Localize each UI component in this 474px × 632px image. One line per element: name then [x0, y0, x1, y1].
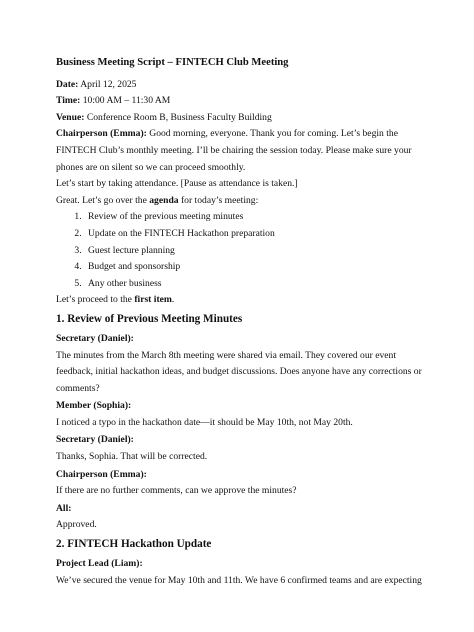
time-label: Time: — [56, 95, 81, 107]
date-label: Date: — [56, 78, 79, 90]
section2-heading: 2. FINTECH Hackathon Update — [56, 538, 212, 551]
s1-chair-text: If there are no further comments, can we approve the minutes? — [56, 485, 297, 497]
s1-chair-label: Chairperson (Emma): — [56, 468, 147, 480]
chair-text: Good morning, everyone. Thank you for coming. Let’s begin the FINTECH Club’s monthly meeting. I’ll be chairing the session today. Please make sure your phones are on silent so we can proceed smoothly. — [56, 128, 412, 173]
chair-label: Chairperson (Emma): — [56, 128, 147, 140]
document-title: Business Meeting Script – FINTECH Club Meeting — [56, 57, 289, 68]
venue-value: Conference Room B, Business Faculty Building — [84, 111, 272, 123]
s2-lead-label: Project Lead (Liam): — [56, 558, 143, 570]
chair-opening — [56, 126, 434, 176]
agenda-item: 4. Budget and sponsorship — [84, 259, 434, 276]
venue-line — [56, 110, 434, 127]
agenda-item: 5. Any other business — [84, 276, 434, 293]
s1-member-label: Member (Sophia): — [56, 400, 132, 412]
date-line — [56, 77, 434, 94]
s1-all-label: All: — [56, 502, 72, 514]
agenda-item: 2. Update on the FINTECH Hackathon preparation — [84, 226, 434, 243]
section1-heading: 1. Review of Previous Meeting Minutes — [56, 312, 243, 325]
agenda-item: 3. Guest lecture planning — [84, 243, 434, 260]
agenda-intro-pre: Great. Let’s go over the — [56, 194, 150, 206]
s1-secretary-label: Secretary (Daniel): — [56, 332, 134, 344]
agenda-item: 1. Review of the previous meeting minutes — [84, 209, 434, 226]
s1-secretary2-text: Thanks, Sophia. That will be corrected. — [56, 451, 208, 463]
s1-secretary-text: The minutes from the March 8th meeting were shared via email. They covered our event feedback, initial hackathon ideas, and budget discussions. Does anyone have any corrections or comments? — [56, 349, 422, 394]
venue-label: Venue: — [56, 111, 85, 123]
agenda-intro-post: for today’s meeting: — [178, 194, 259, 206]
proceed-line — [56, 292, 434, 309]
agenda-list — [56, 209, 434, 292]
proceed-post: . — [171, 294, 175, 306]
s1-secretary2-label: Secretary (Daniel): — [56, 434, 134, 446]
agenda-word: agenda — [149, 194, 179, 206]
time-line — [56, 93, 434, 110]
agenda-intro — [56, 193, 434, 210]
proceed-pre: Let’s proceed to the — [56, 294, 135, 306]
s1-all-text: Approved. — [56, 519, 97, 531]
attendance-line: Let’s start by taking attendance. [Pause as attendance is taken.] — [56, 178, 298, 190]
first-item-word: first item — [134, 294, 172, 306]
date-value: April 12, 2025 — [78, 78, 137, 90]
time-value: 10:00 AM – 11:30 AM — [80, 95, 171, 107]
s1-member-text: I noticed a typo in the hackathon date—it should be May 10th, not May 20th. — [56, 416, 353, 428]
s2-lead-text: We’ve secured the venue for May 10th and 11th. We have 6 confirmed teams and are expecting — [56, 574, 422, 586]
